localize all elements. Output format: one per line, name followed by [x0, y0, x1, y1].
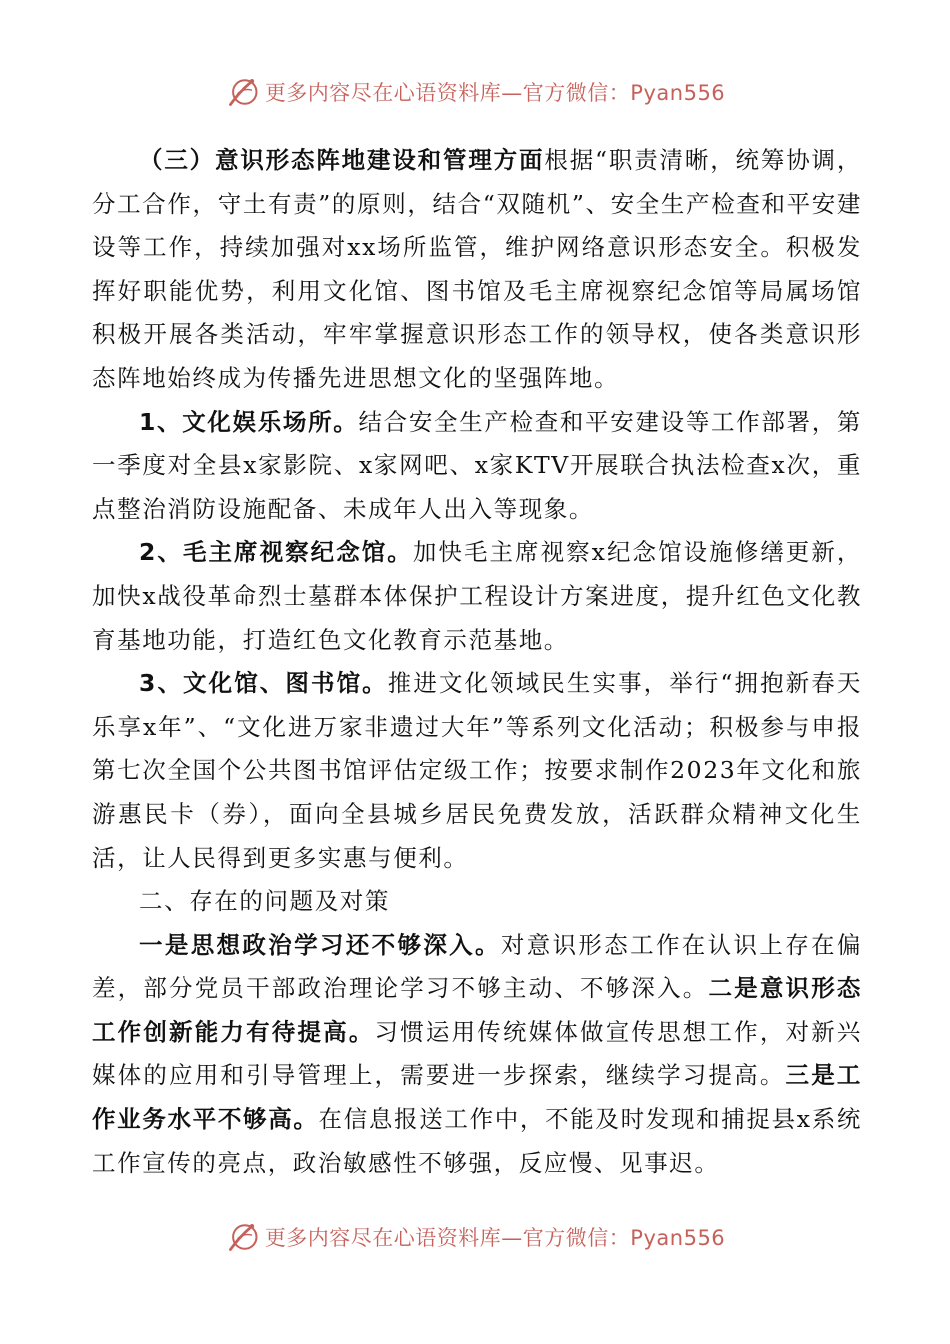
heading-library: 3、文化馆、图书馆。 [139, 669, 388, 698]
paragraph-positions: （三）意识形态阵地建设和管理方面根据“职责清晰，统筹协调，分工合作，守土有责”的原则，结合“双随机”、安全生产检查和平安建设等工作，持续加强对xx场所监管，维护网络意识形态安全。积极发挥好职能优势，利用文化馆、图书馆及毛主席视察纪念馆等局属场馆积极开展各类活动，牢牢掌握意识形态工作的领导权，使各类意识形态阵地始终成为传播先进思想文化的坚强阵地。 [92, 146, 862, 392]
problem-2-heading: 二是意识形态工作创新能力有待提高。 [92, 974, 862, 1046]
watermark-text: 更多内容尽在心语资料库—官方微信：Pyan556 [264, 81, 726, 105]
heading-memorial: 2、毛主席视察纪念馆。 [139, 538, 413, 567]
watermark-logo-icon [225, 74, 261, 110]
paragraph-entertainment: 1、文化娱乐场所。结合安全生产检查和平安建设等工作部署，第一季度对全县x家影院、x家网吧、x家KTV开展联合执法检查x次，重点整治消防设施配备、未成年人出入等现象。 [92, 407, 862, 523]
paragraph-problems: 一是思想政治学习还不够深入。对意识形态工作在认识上存在偏差，部分党员干部政治理论学习不够主动、不够深入。二是意识形态工作创新能力有待提高。习惯运用传统媒体做宣传思想工作，对新兴媒体的应用和引导管理上，需要进一步探索，继续学习提高。三是工作业务水平不够高。在信息报送工作中，不能及时发现和捕捉县x系统工作宣传的亮点，政治敏感性不够强，反应慢、见事迟。 [92, 930, 862, 1177]
problem-1-heading: 一是思想政治学习还不够深入。 [139, 930, 501, 959]
paragraph-memorial: 2、毛主席视察纪念馆。加快毛主席视察x纪念馆设施修缮更新，加快x战役革命烈士墓群本体保护工程设计方案进度，提升红色文化教育基地功能，打造红色文化教育示范基地。 [92, 538, 862, 654]
paragraph-library: 3、文化馆、图书馆。推进文化领域民生实事，举行“拥抱新春天乐享x年”、“文化进万家非遗过大年”等系列文化活动；积极参与申报第七次全国个公共图书馆评估定级工作；按要求制作2023年文化和旅游惠民卡（券），面向全县城乡居民免费发放，活跃群众精神文化生活，让人民得到更多实惠与便利。 [92, 669, 862, 872]
section-heading: 二、存在的问题及对策 [139, 887, 390, 916]
watermark-banner-bottom [0, 1217, 950, 1257]
problem-3-heading: 三是工作业务水平不够高。 [92, 1061, 862, 1134]
watermark-text: 更多内容尽在心语资料库—官方微信：Pyan556 [264, 1226, 726, 1250]
watermark-logo-icon [225, 1219, 261, 1255]
document-body [92, 139, 862, 1185]
heading-entertainment: 1、文化娱乐场所。 [139, 407, 359, 436]
heading-positions: （三）意识形态阵地建设和管理方面 [139, 146, 545, 174]
watermark-banner-top [0, 72, 950, 112]
